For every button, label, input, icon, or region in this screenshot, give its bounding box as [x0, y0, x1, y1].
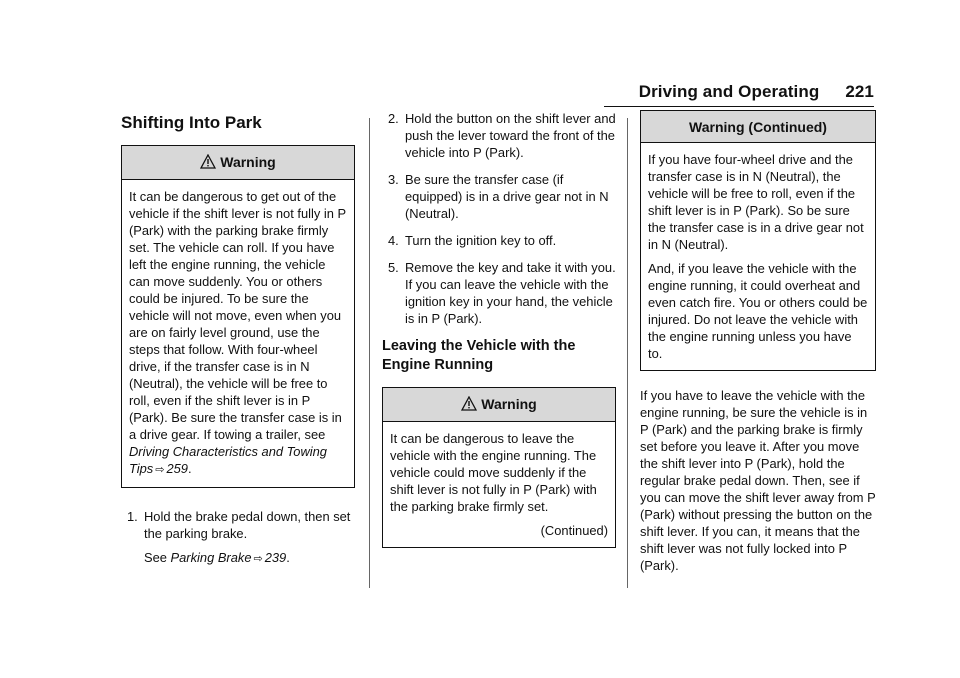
warning-triangle-icon [461, 396, 477, 414]
warning-body: It can be dangerous to get out of the vehicle if the shift lever is not fully in P (Park) with the parking brake firmly set. The vehicle can roll. If you have left the engine running, the vehicle can move suddenly. You or others could be injured. To be sure the vehicle will not move, even when you are on fairly level ground, use the steps that follow. With four-wheel drive, if the transfer case is in N (Neutral), the vehicle will be free to roll, even if the shift lever is in P (Park). Be sure the transfer case is in a drive gear. If towing a trailer, see Driving Characteristics and Towing Tips ⇨ 259. [129, 189, 346, 476]
warning-triangle-icon [200, 154, 216, 172]
page-reference-arrow-icon: ⇨ [253, 553, 263, 565]
page-reference-arrow-icon: ⇨ [155, 464, 165, 476]
warning-text: It can be dangerous to leave the vehicle with the engine running. The vehicle could move suddenly if the shift lever is not fully in P (Park) with the parking brake firmly set. [390, 431, 597, 514]
warning-body [641, 143, 875, 370]
header-rule [604, 106, 874, 107]
warning-header [122, 146, 354, 180]
list-item: 1. Hold the brake pedal down, then set the parking brake. See Parking Brake ⇨ 239. [127, 509, 351, 565]
warning-box [121, 145, 355, 488]
cross-reference-link[interactable]: Parking Brake ⇨ 239 [170, 550, 287, 565]
section-title: Shifting Into Park [121, 113, 262, 132]
cross-reference-link[interactable]: Driving Characteristics and Towing Tips ⇨ 259 [129, 444, 327, 476]
section-name: Driving and Operating [638, 82, 820, 101]
list-item: 2. Hold the button on the shift lever and push the lever toward the front of the vehicle into P (Park). [388, 111, 616, 160]
column-1 [121, 110, 355, 578]
subsection-title: Leaving the Vehicle with the Engine Running [382, 338, 576, 373]
list-item: 3. Be sure the transfer case (if equipped) is in a drive gear not in N (Neutral). [388, 172, 609, 221]
list-item: 4. Turn the ignition key to off. [388, 233, 557, 248]
list-item: 5. Remove the key and take it with you. If you can leave the vehicle with the ignition key in your hand, the vehicle is in P (Park). [388, 260, 616, 326]
warning-body [383, 422, 615, 547]
warning-header [641, 111, 875, 143]
warning-label: Warning [481, 396, 537, 412]
warning-box [640, 110, 876, 371]
column-2 [382, 110, 616, 560]
steps-list [121, 508, 355, 568]
warning-label: Warning (Continued) [689, 119, 827, 135]
column-divider [369, 118, 370, 588]
steps-list [382, 110, 616, 327]
column-divider [627, 118, 628, 588]
running-header [639, 82, 874, 102]
body-paragraph: If you have to leave the vehicle with the engine running, be sure the vehicle is in P (Park) and the parking brake is firmly set before you leave it. After you move the shift lever into P (Park), hold the regular brake pedal down. Then, see if you can move the shift lever away from P (Park) without pressing the button on the shift lever. If you can, it means that the shift lever was not fully locked into P (Park). [640, 388, 876, 573]
warning-label: Warning [220, 154, 276, 170]
page-number: 221 [845, 82, 874, 101]
warning-header [383, 388, 615, 422]
warning-text: It can be dangerous to get out of the vehicle if the shift lever is not fully in P (Park) with the parking brake firmly set. The vehicle can roll. If you have left the engine running, the vehicle can move suddenly. You or others could be injured. To be sure the vehicle will not move, even when you are on fairly level ground, use the steps that follow. With four-wheel drive, if the transfer case is in N (Neutral), the vehicle will be free to roll, even if the shift lever is in P (Park). Be sure the transfer case is in a drive gear. If towing a trailer, see [129, 189, 346, 442]
column-3 [640, 110, 876, 574]
warning-box [382, 387, 616, 548]
continued-note: (Continued) [540, 523, 608, 538]
warning-text: And, if you leave the vehicle with the engine running, it could overheat and even catch fire. You or others could be injured. Do not leave the vehicle with the engine running unless you have to. [648, 261, 868, 361]
warning-text: If you have four-wheel drive and the transfer case is in N (Neutral), the vehicle will be free to roll, even if the shift lever is in P (Park). So be sure the transfer case is in a drive gear not in N (Neutral). [648, 152, 864, 252]
